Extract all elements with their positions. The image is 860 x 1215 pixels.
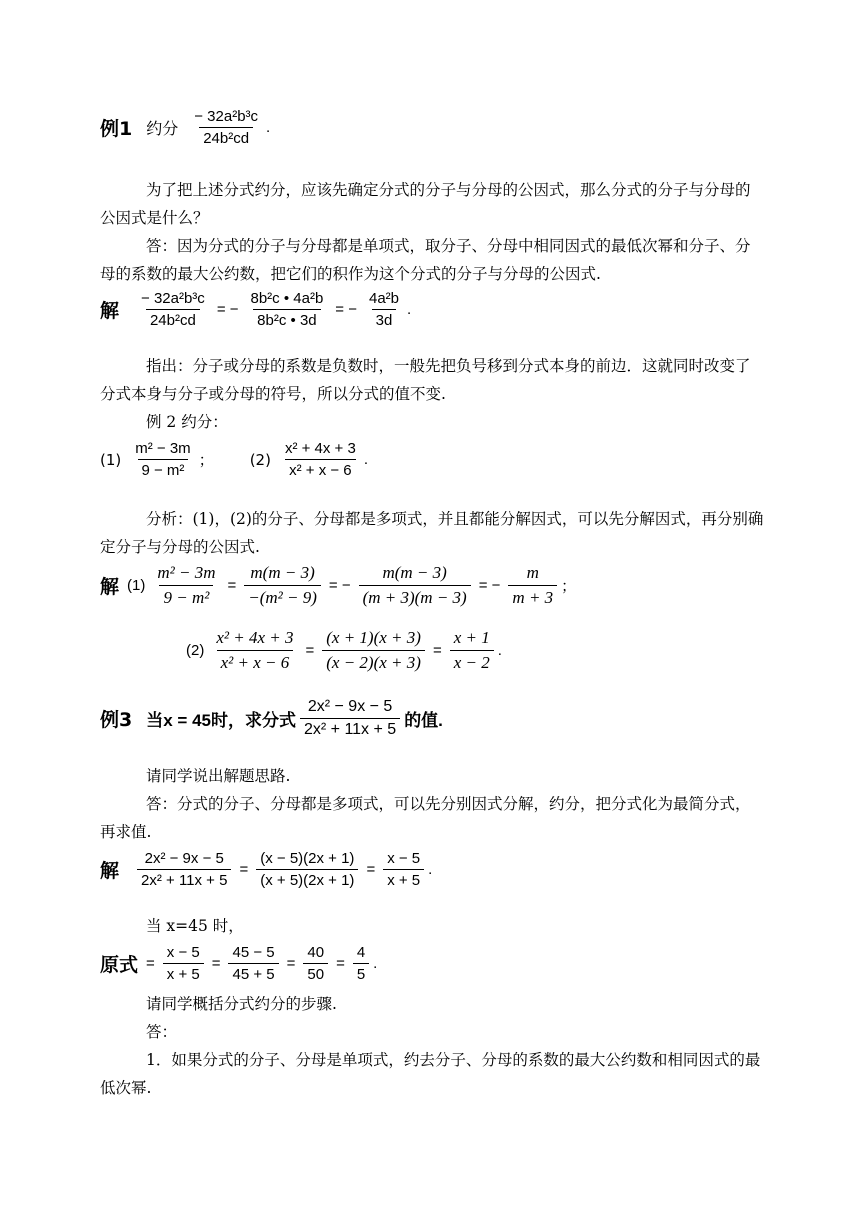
paragraph-question: 为了把上述分式约分，应该先确定分式的分子与分母的公因式，那么分式的分子与分母的公因式是什么？ bbox=[100, 181, 751, 227]
paragraph-analysis: 分析：(1)，(2)的分子、分母都是多项式，并且都能分解因式，可以先分解因式，再分别确定分子与分母的公因式. bbox=[100, 510, 764, 556]
paragraph-summary-prompt: 请同学概括分式约分的步骤. bbox=[146, 995, 337, 1013]
numerator: 2x² − 9x − 5 bbox=[307, 698, 393, 715]
fraction bbox=[450, 628, 494, 673]
paragraph-answer-3: 答：分式的分子、分母都是多项式，可以先分别因式分解，约分，把分式化为最简分式，再求值. bbox=[100, 795, 751, 841]
denominator: x² + x − 6 bbox=[285, 459, 356, 479]
fraction bbox=[137, 290, 209, 329]
paragraph-note: 指出：分子或分母的系数是负数时，一般先把负号移到分式本身的前边．这就同时改变了分式本身与分子或分母的符号，所以分式的值不变. bbox=[100, 357, 751, 403]
numerator: − 32a²b³c bbox=[194, 108, 259, 125]
denominator: (x + 5)(2x + 1) bbox=[256, 869, 358, 889]
fraction bbox=[353, 944, 369, 983]
denominator: −(m² − 9) bbox=[244, 585, 321, 608]
period: . bbox=[373, 955, 378, 972]
period: . bbox=[428, 861, 433, 878]
period: . bbox=[266, 119, 271, 136]
solution-label: 解 bbox=[100, 300, 120, 322]
numerator: m² − 3m bbox=[135, 440, 191, 457]
denominator: 2x² + 11x + 5 bbox=[300, 718, 400, 739]
numerator: x² + 4x + 3 bbox=[216, 628, 294, 647]
fraction bbox=[303, 944, 328, 983]
equals-sign: = bbox=[286, 955, 296, 972]
paragraph-answer-1: 答：因为分式的分子与分母都是单项式，取分子、分母中相同因式的最低次幂和分子、分母的系数的最大公约数，把它们的积作为这个分式的分子与分母的公因式. bbox=[100, 237, 751, 283]
paragraph-when: 当 x=45 时， bbox=[146, 917, 244, 935]
period: . bbox=[363, 451, 368, 468]
fraction bbox=[137, 850, 231, 889]
numerator: 4 bbox=[356, 944, 366, 961]
equals-sign: = − bbox=[335, 301, 357, 318]
numerator: (x − 5)(2x + 1) bbox=[260, 850, 355, 867]
example-3-text: 当x = 45时，求分式 bbox=[146, 711, 296, 730]
equals-sign: = bbox=[146, 955, 155, 972]
denominator: 5 bbox=[353, 963, 369, 983]
numerator: (x + 1)(x + 3) bbox=[326, 628, 421, 647]
period: . bbox=[497, 642, 502, 659]
equals-sign: = − bbox=[216, 301, 239, 318]
numerator: 2x² − 9x − 5 bbox=[144, 850, 224, 867]
fraction bbox=[281, 440, 360, 479]
equals-sign: = − bbox=[478, 577, 501, 594]
numerator: m² − 3m bbox=[157, 563, 216, 582]
equals-sign: = bbox=[305, 642, 315, 659]
item-label: (1) bbox=[127, 577, 146, 594]
equals-sign: = bbox=[366, 861, 376, 878]
denominator: 8b²c • 3d bbox=[253, 309, 320, 329]
equals-sign: = bbox=[336, 955, 345, 972]
solution-1 bbox=[100, 290, 765, 329]
example-2-problems bbox=[100, 440, 765, 479]
denominator: (x − 2)(x + 3) bbox=[322, 650, 425, 673]
numerator: 45 − 5 bbox=[232, 944, 275, 961]
numerator: x + 1 bbox=[453, 628, 490, 647]
denominator: x − 2 bbox=[450, 650, 494, 673]
fraction bbox=[190, 108, 262, 147]
denominator: 24b²cd bbox=[146, 309, 200, 329]
example-3-text-end: 的值. bbox=[404, 711, 443, 730]
example-3-label: 例3 bbox=[100, 709, 133, 731]
fraction bbox=[212, 628, 297, 673]
evaluation bbox=[100, 944, 765, 983]
equals-sign: = bbox=[432, 642, 442, 659]
solution-2-part-2 bbox=[186, 628, 746, 673]
solution-3 bbox=[100, 850, 765, 889]
solution-label: 解 bbox=[100, 860, 120, 882]
denominator: 45 + 5 bbox=[228, 963, 278, 983]
fraction bbox=[508, 563, 557, 608]
denominator: x + 5 bbox=[163, 963, 204, 983]
numerator: m bbox=[526, 563, 539, 582]
denominator: m + 3 bbox=[508, 585, 557, 608]
item-label: (2) bbox=[249, 450, 271, 469]
denominator: x + 5 bbox=[383, 869, 424, 889]
solution-label: 解 bbox=[100, 576, 120, 598]
fraction bbox=[256, 850, 358, 889]
separator: ； bbox=[561, 578, 577, 595]
example-1-label: 例1 bbox=[100, 118, 133, 140]
fraction bbox=[359, 563, 471, 608]
fraction bbox=[131, 440, 194, 479]
original-expression-label: 原式 bbox=[100, 954, 139, 976]
example-3-heading bbox=[100, 698, 765, 739]
equals-sign: = bbox=[239, 861, 249, 878]
fraction bbox=[247, 290, 328, 329]
paragraph-prompt: 请同学说出解题思路. bbox=[146, 767, 291, 785]
paragraph-answer-label: 答： bbox=[146, 1023, 178, 1041]
denominator: 9 − m² bbox=[159, 585, 213, 608]
item-label: (2) bbox=[186, 642, 205, 659]
equals-sign: = − bbox=[328, 577, 351, 594]
denominator: 2x² + 11x + 5 bbox=[137, 869, 231, 889]
solution-2-part-1 bbox=[100, 563, 765, 608]
numerator: m(m − 3) bbox=[382, 563, 447, 582]
fraction bbox=[228, 944, 278, 983]
fraction bbox=[163, 944, 204, 983]
numerator: 8b²c • 4a²b bbox=[250, 290, 324, 307]
fraction bbox=[322, 628, 425, 673]
denominator: 3d bbox=[372, 309, 397, 329]
denominator: 9 − m² bbox=[138, 459, 189, 479]
paragraph-step-1: 1．如果分式的分子、分母是单项式，约去分子、分母的系数的最大公约数和相同因式的最低次幂. bbox=[100, 1051, 761, 1097]
numerator: 40 bbox=[307, 944, 325, 961]
denominator: (m + 3)(m − 3) bbox=[359, 585, 471, 608]
denominator: 24b²cd bbox=[199, 127, 253, 147]
numerator: − 32a²b³c bbox=[141, 290, 205, 307]
equals-sign: = bbox=[227, 577, 237, 594]
fraction bbox=[383, 850, 424, 889]
fraction bbox=[153, 563, 219, 608]
fraction bbox=[300, 698, 400, 739]
example-2-label: 例 2 约分： bbox=[146, 413, 228, 431]
numerator: x − 5 bbox=[387, 850, 421, 867]
equals-sign: = bbox=[211, 955, 221, 972]
fraction bbox=[365, 290, 403, 329]
example-1-title: 约分 bbox=[146, 119, 179, 138]
example-1-heading bbox=[100, 108, 765, 147]
item-label: (1) bbox=[100, 450, 122, 469]
separator: ； bbox=[198, 452, 214, 469]
denominator: x² + x − 6 bbox=[217, 650, 294, 673]
numerator: 4a²b bbox=[368, 290, 400, 307]
numerator: x² + 4x + 3 bbox=[284, 440, 356, 457]
fraction bbox=[244, 563, 321, 608]
denominator: 50 bbox=[303, 963, 328, 983]
numerator: m(m − 3) bbox=[250, 563, 315, 582]
period: . bbox=[407, 301, 412, 318]
numerator: x − 5 bbox=[166, 944, 200, 961]
